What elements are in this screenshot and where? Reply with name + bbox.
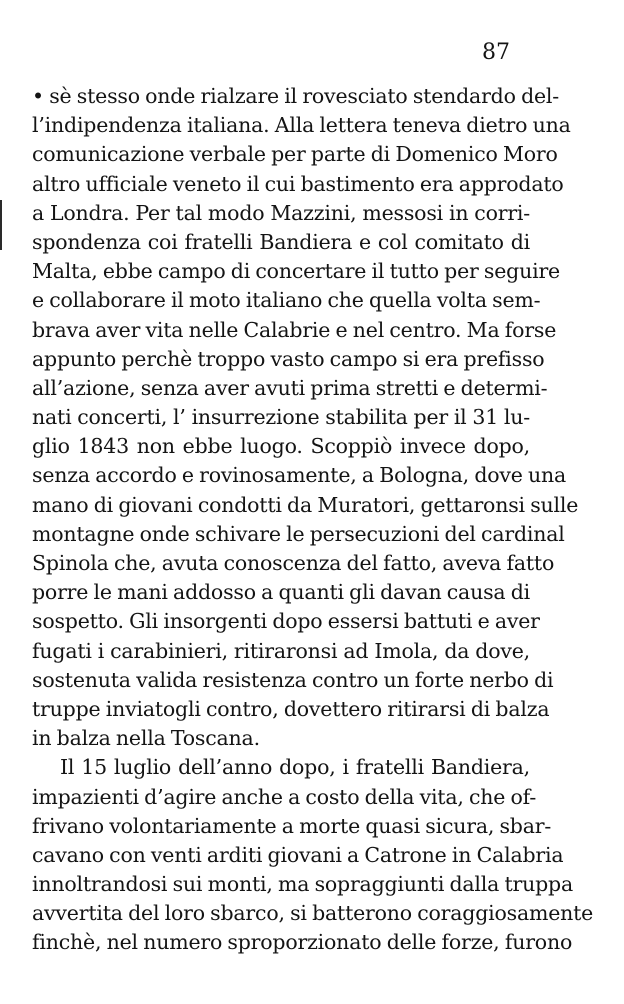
text-line: truppe inviatogli contro, dovettero ritirarsi di balza [32,696,550,721]
text-line: Spinola che, avuta conoscenza del fatto, aveva fatto [32,551,555,575]
text-line: comunicazione verbale per parte di Domenico Moro [32,142,558,167]
text-line: • sè stesso onde rialzare il rovesciato stendardo del- [32,84,560,108]
text-line: nati concerti, l’ insurrezione stabilita per il 31 lu- [32,405,530,430]
text-line: Malta, ebbe campo di concertare il tutto per seguire [32,259,560,284]
text-line: glio 1843 non ebbe luogo. Scoppiò invece dopo, [32,434,530,459]
text-line: finchè, nel numero sproporzionato delle forze, furono [32,930,573,955]
page-number: 87 [482,40,510,65]
text-line: l’indipendenza italiana. Alla lettera teneva dietro una [32,113,571,138]
paragraph-start-line: Il 15 luglio dell’anno dopo, i fratelli Bandiera, [60,755,530,780]
text-line: montagne onde schivare le persecuzioni del cardinal [32,521,565,546]
body-text [32,82,594,958]
paragraph-end-line: in balza nella Toscana. [32,726,260,751]
text-line: sostenuta valida resistenza contro un forte nerbo di [32,667,554,692]
text-line: impazienti d’agire anche a costo della vita, che of- [32,784,537,809]
text-line: e collaborare il moto italiano che quella volta sem- [32,288,541,313]
text-line: all’azione, senza aver avuti prima stretti e determi- [32,375,548,400]
text-line: brava aver vita nelle Calabrie e nel centro. Ma forse [32,317,557,342]
text-line: sospetto. Gli insorgenti dopo essersi battuti e aver [32,609,540,634]
page-edge-mark [0,200,2,250]
text-line: avvertita del loro sbarco, si batterono coraggiosamente [32,901,594,926]
text-line: senza accordo e rovinosamente, a Bologna, dove una [32,463,567,488]
text-line: a Londra. Per tal modo Mazzini, messosi in corri- [32,200,530,225]
text-line: altro ufficiale veneto il cui bastimento era approdato [32,171,564,196]
text-line: cavano con venti arditi giovani a Catrone in Calabria [32,842,564,867]
text-line: mano di giovani condotti da Muratori, gettaronsi sulle [32,492,579,517]
text-line: appunto perchè troppo vasto campo si era prefisso [32,346,545,371]
text-line: innoltrandosi sui monti, ma sopraggiunti dalla truppa [32,872,573,897]
text-line: fugati i carabinieri, ritiraronsi ad Imola, da dove, [32,638,530,663]
text-line: porre le mani addosso a quanti gli davan causa di [32,580,531,605]
text-line: frivano volontariamente a morte quasi sicura, sbar- [32,813,552,838]
text-line: spondenza coi fratelli Bandiera e col comitato di [32,229,530,254]
